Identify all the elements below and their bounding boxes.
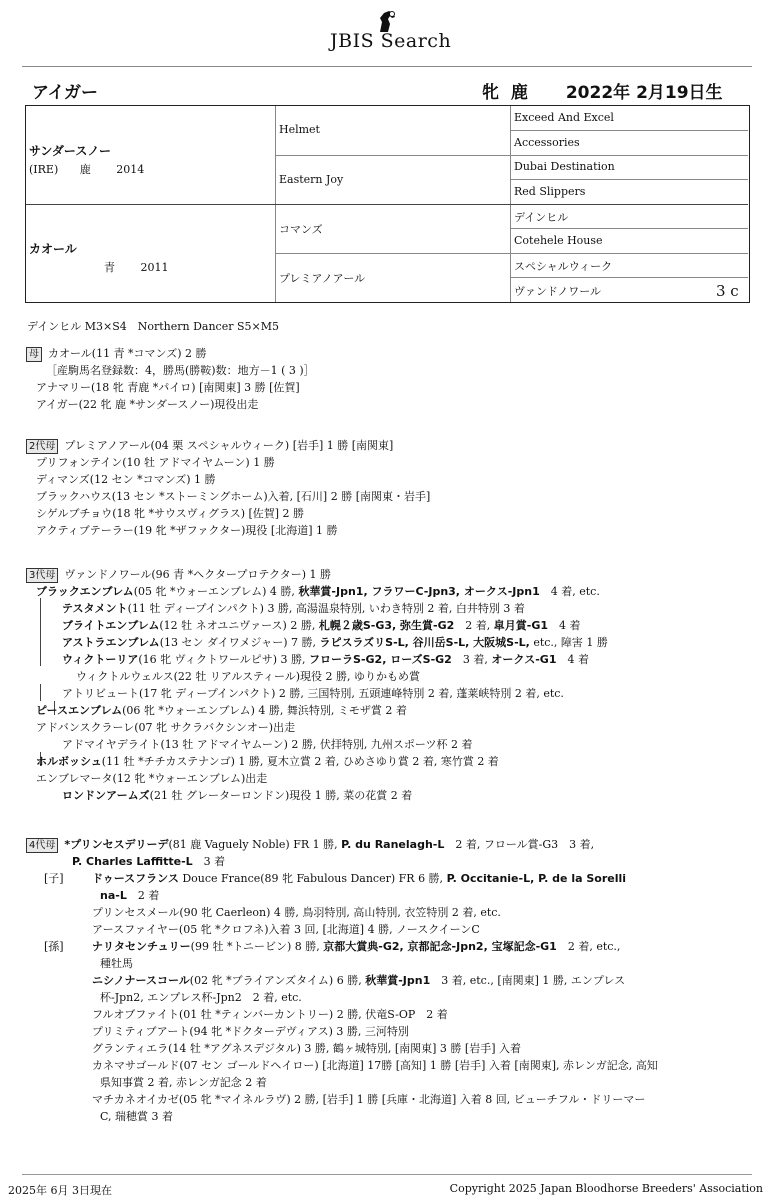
list-item: ロンドンアームズ(21 牡 グレーターロンドン)現役 1 勝, 菜の花賞 2 着 — [62, 789, 413, 802]
dam-name[interactable]: カオール — [29, 242, 77, 256]
list-item: シゲルブチョウ(18 牝 *サウスヴィグラス) [佐賀] 2 勝 — [36, 507, 305, 520]
list-item: ブライトエンブレム(12 牡 ネオユニヴァース) 2 勝, 札幌２歳S-G3, 弥生賞-G2 2 着, 皐月賞-G1 4 着 — [62, 619, 581, 632]
list-item: 県知事賞 2 着, 赤レンガ記念 2 着 — [100, 1076, 267, 1089]
list-item: フルオブファイト(01 牡 *ティンバーカントリー) 2 勝, 伏竜S-OP 2 着 — [92, 1008, 448, 1021]
inbreeding-info: デインヒル M3×S4 Northern Dancer S5×M5 — [27, 320, 279, 333]
list-item: プリフォンテイン(10 牡 アドマイヤムーン) 1 勝 — [36, 456, 275, 469]
footer-date: 2025年 6月 3日現在 — [8, 1184, 112, 1197]
family-number: 3 c — [716, 282, 739, 300]
pedigree-gen3-8[interactable]: ヴァンドノワール — [514, 285, 602, 298]
list-item: テスタメント(11 牡 ディープインパクト) 3 勝, 高湯温泉特別, いわき特別 2 着, 白井特別 3 着 — [62, 602, 525, 615]
second-dam-line: プレミアノアール(04 栗 スペシャルウィーク) [岩手] 1 勝 [南関東] — [64, 439, 394, 452]
pedigree-gen2-1[interactable]: Helmet — [279, 123, 320, 136]
pedigree-gen3-3[interactable]: Dubai Destination — [514, 160, 615, 173]
list-item: アクティブテーラー(19 牝 *ザファクター)現役 [北海道] 1 勝 — [36, 524, 338, 537]
dam-info: 青 2011 — [104, 261, 169, 274]
list-item: ブラックエンブレム(05 牝 *ウォーエンブレム) 4 勝, 秋華賞-Jpn1, フラワーC-Jpn3, オークス-Jpn1 4 着, etc. — [36, 585, 600, 598]
list-item: エンブレマータ(12 牝 *ウォーエンブレム)出走 — [36, 772, 268, 785]
pedigree-dam[interactable] — [29, 240, 169, 275]
list-item: ホルボッシュ(11 牡 *チチカステナンゴ) 1 勝, 夏木立賞 2 着, ひめさゆり賞 2 着, 寒竹賞 2 着 — [36, 755, 499, 768]
list-item: プリミティブアート(94 牝 *ドクターデヴィアス) 3 勝, 三河特別 — [92, 1025, 409, 1038]
list-item: ピースエンブレム(06 牝 *ウォーエンブレム) 4 勝, 舞浜特別, ミモザ賞 2 着 — [36, 704, 407, 717]
jbis-logo[interactable] — [330, 10, 460, 54]
list-item: 杯-Jpn2, エンプレス杯-Jpn2 2 着, etc. — [100, 991, 302, 1004]
pedigree-sire[interactable] — [29, 142, 144, 177]
third-dam-section — [26, 566, 756, 804]
sire-info: (IRE) 鹿 2014 — [29, 163, 145, 176]
list-item: ニシノナースコール(02 牝 *ブライアンズタイム) 6 勝, 秋華賞-Jpn1 3 着, etc., [南関東] 1 勝, エンプレス — [92, 974, 626, 987]
dam-tag: 母 — [26, 347, 42, 362]
second-dam-section — [26, 437, 756, 539]
fourth-dam-tag: 4代母 — [26, 838, 58, 853]
pedigree-gen3-5[interactable]: デインヒル — [514, 211, 569, 224]
third-dam-line: ヴァンドノワール(96 青 *ヘクタープロテクター) 1 勝 — [64, 568, 332, 581]
list-item: na-L 2 着 — [100, 889, 160, 902]
list-item: ウィクトーリア(16 牝 ヴィクトワールピサ) 3 勝, フローラS-G2, ローズS-G2 3 着, オークス-G1 4 着 — [62, 653, 589, 666]
list-item: C, 瑞穂賞 3 着 — [100, 1110, 174, 1123]
list-item: アドマイヤデライト(13 牡 アドマイヤムーン) 2 勝, 伏拝特別, 九州スポーツ杯 2 着 — [62, 738, 473, 751]
list-item: 種牡馬 — [100, 957, 133, 970]
list-item: [子] ドゥースフランス Douce France(89 牝 Fabulous Dancer) FR 6 勝, P. Occitanie-L, P. de la Sorelli — [44, 872, 627, 885]
list-item: マチカネオイカゼ(05 牝 *マイネルラヴ) 2 勝, [岩手] 1 勝 [兵庫・北海道] 入着 8 回, ビューチフル・ドリーマー — [92, 1093, 646, 1106]
list-item: アイガー(22 牝 鹿 *サンダースノー)現役出走 — [36, 398, 259, 411]
horse-birthdate: 2022年 2月19日生 — [565, 83, 723, 103]
footer-copyright: Copyright 2025 Japan Bloodhorse Breeders' Association — [449, 1182, 763, 1195]
list-item: P. Charles Laffitte-L 3 着 — [72, 855, 226, 868]
third-dam-tag: 3代母 — [26, 568, 58, 583]
list-item: アースファイヤー(05 牝 *クロフネ)入着 3 回, [北海道] 4 勝, ノースクイーンC — [92, 923, 480, 936]
footer-divider — [22, 1174, 752, 1175]
pedigree-gen3-7[interactable]: スペシャルウィーク — [514, 260, 613, 273]
list-item: アドバンスクラーレ(07 牝 サクラバクシンオー)出走 — [36, 721, 296, 734]
horse-color: 鹿 — [510, 83, 528, 103]
dam-line: カオール(11 青 *コマンズ) 2 勝 — [48, 347, 207, 360]
list-item: ブラックハウス(13 セン *ストーミングホーム)入着, [石川] 2 勝 [南関東・岩手] — [36, 490, 431, 503]
sire-name[interactable]: サンダースノー — [29, 144, 111, 158]
pedigree-table — [25, 105, 750, 303]
list-item: アストラエンブレム(13 セン ダイワメジャー) 7 勝, ラピスラズリS-L, 谷川岳S-L, 大阪城S-L, etc., 障害 1 勝 — [62, 636, 608, 649]
horse-sex: 牝 — [482, 83, 499, 103]
pedigree-gen3-4[interactable]: Red Slippers — [514, 185, 586, 198]
pedigree-gen2-3[interactable]: コマンズ — [279, 223, 323, 236]
list-item: アトリビュート(17 牝 ディープインパクト) 2 勝, 三国特別, 五頭連峰特別 2 着, 蓬莱峡特別 2 着, etc. — [62, 687, 564, 700]
list-item: ディマンズ(12 セン *コマンズ) 1 勝 — [36, 473, 216, 486]
list-item: プリンセスメール(90 牝 Caerleon) 4 勝, 鳥羽特別, 高山特別, 衣笠特別 2 着, etc. — [92, 906, 501, 919]
pedigree-gen3-1[interactable]: Exceed And Excel — [514, 111, 614, 124]
grandchild-label: [孫] — [44, 940, 64, 953]
list-item: [孫] ナリタセンチュリー(99 牡 *トニービン) 8 勝, 京都大賞典-G2, 京都記念-Jpn2, 宝塚記念-G1 2 着, etc., — [44, 940, 621, 953]
horse-meta — [482, 78, 729, 103]
dam-section — [26, 345, 756, 413]
pedigree-gen2-4[interactable]: プレミアノアール — [279, 272, 366, 285]
list-item: アナマリー(18 牝 青鹿 *パイロ) [南関東] 3 勝 [佐賀] — [36, 381, 300, 394]
horse-name: アイガー — [32, 83, 98, 103]
pedigree-gen2-2[interactable]: Eastern Joy — [279, 173, 344, 186]
dam-progeny-stats: ［産駒馬名登録数：4，勝馬(勝鞍)数：地方－1 ( 3 )］ — [46, 364, 315, 377]
pedigree-gen3-2[interactable]: Accessories — [514, 136, 580, 149]
fourth-dam-section: 4代母 *プリンセスデリーデ(81 鹿 Vaguely Noble) FR 1 勝, P. du Ranelagh-L 2 着, フロール賞-G3 3 着, P. Charles Laffitte-L 3 着 [子] ドゥースフランス Douce France(89 牝 Fabulous Dancer) FR 6 勝, P. Occitanie-L, P. de la Sorelli na-L 2 着 プリンセスメール(90 牝 Caerleon) 4 勝, 鳥羽特別, 高山特別, 衣笠特別 2 着, etc. アースファイヤー(05 牝 *クロフネ)入着 3 回, [北海道] 4 勝, ノースクイーンC [孫] ナリタセンチュリー(99 牡 *トニービン) 8 勝, 京都大賞典-G2, 京都記念-Jpn2, 宝塚記念-G1 2 着, etc., 種牡馬 ニシノナースコール(02 牝 *ブライアンズタイム) 6 勝, 秋華賞-Jpn1 3 着, etc., [南関東] 1 勝, エンプレス 杯-Jpn2, エンプレス杯-Jpn2 2 着, etc. フルオブファイト(01 牡 *ティンバーカントリー) 2 勝, 伏竜S-OP 2 着 プリミティブアート(94 牝 *ドクターデヴィアス) 3 勝, 三河特別 グランティエラ(14 牡 *アグネスデジタル) 3 勝, 鶴ヶ城特別, [南関東] 3 勝 [岩手] 入着 カネマサゴールド(07 セン ゴールドヘイロー) [北海道] 17勝 [高知] 1 勝 [岩手] 入着 [南関東], 赤レンガ記念, 高知 県知事賞 2 着, 赤レンガ記念 2 着 マチカネオイカゼ(05 牝 *マイネルラヴ) 2 勝, [岩手] 1 勝 [兵庫・北海道] 入着 8 回, ビューチフル・ドリーマー C, 瑞穂賞 3 着 — [26, 836, 756, 1125]
second-dam-tag: 2代母 — [26, 439, 58, 454]
list-item: カネマサゴールド(07 セン ゴールドヘイロー) [北海道] 17勝 [高知] 1 勝 [岩手] 入着 [南関東], 赤レンガ記念, 高知 — [92, 1059, 658, 1072]
pedigree-gen3-6[interactable]: Cotehele House — [514, 234, 603, 247]
list-item: ウィクトルウェルス(22 牡 リアルスティール)現役 2 勝, ゆりかもめ賞 — [76, 670, 421, 683]
header-divider — [22, 66, 752, 67]
child-label: [子] — [44, 872, 64, 885]
list-item: グランティエラ(14 牡 *アグネスデジタル) 3 勝, 鶴ヶ城特別, [南関東] 3 勝 [岩手] 入着 — [92, 1042, 521, 1055]
logo-text: JBIS Search — [330, 30, 452, 52]
